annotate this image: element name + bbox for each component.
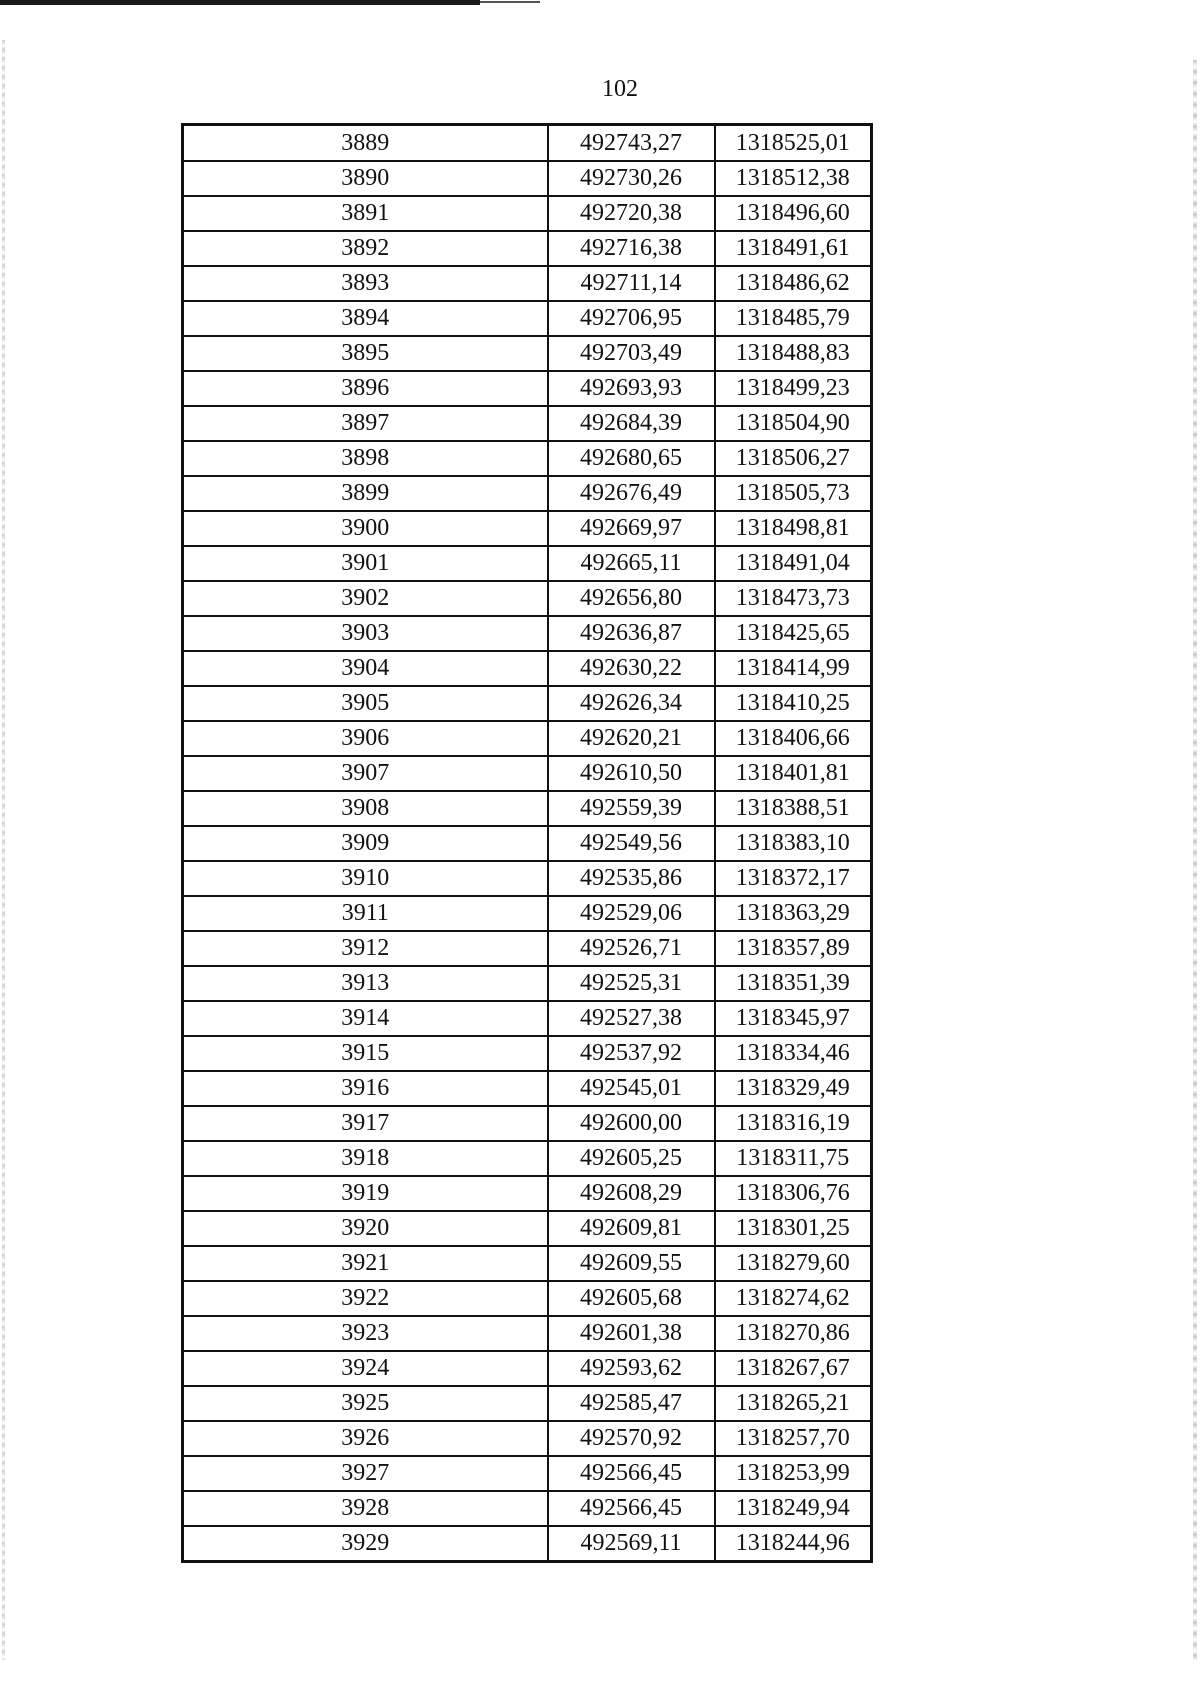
- point-number-cell: 3911: [183, 896, 548, 931]
- table-row: [183, 1001, 872, 1036]
- table-row: [183, 1281, 872, 1316]
- table-row: [183, 125, 872, 162]
- x-coordinate-cell: 492545,01: [548, 1071, 715, 1106]
- y-coordinate-cell: 1318488,83: [715, 336, 872, 371]
- table-row: [183, 861, 872, 896]
- y-coordinate-cell: 1318485,79: [715, 301, 872, 336]
- y-coordinate-cell: 1318274,62: [715, 1281, 872, 1316]
- x-coordinate-cell: 492537,92: [548, 1036, 715, 1071]
- point-number-cell: 3908: [183, 791, 548, 826]
- x-coordinate-cell: 492585,47: [548, 1386, 715, 1421]
- point-number-cell: 3924: [183, 1351, 548, 1386]
- table-row: [183, 336, 872, 371]
- point-number-cell: 3917: [183, 1106, 548, 1141]
- point-number-cell: 3905: [183, 686, 548, 721]
- table-row: [183, 826, 872, 861]
- y-coordinate-cell: 1318316,19: [715, 1106, 872, 1141]
- x-coordinate-cell: 492665,11: [548, 546, 715, 581]
- point-number-cell: 3926: [183, 1421, 548, 1456]
- y-coordinate-cell: 1318504,90: [715, 406, 872, 441]
- y-coordinate-cell: 1318425,65: [715, 616, 872, 651]
- x-coordinate-cell: 492636,87: [548, 616, 715, 651]
- x-coordinate-cell: 492684,39: [548, 406, 715, 441]
- scan-top-border-thin: [480, 1, 540, 3]
- table-row: [183, 721, 872, 756]
- y-coordinate-cell: 1318301,25: [715, 1211, 872, 1246]
- x-coordinate-cell: 492609,81: [548, 1211, 715, 1246]
- x-coordinate-cell: 492526,71: [548, 931, 715, 966]
- point-number-cell: 3903: [183, 616, 548, 651]
- y-coordinate-cell: 1318388,51: [715, 791, 872, 826]
- x-coordinate-cell: 492730,26: [548, 161, 715, 196]
- point-number-cell: 3912: [183, 931, 548, 966]
- y-coordinate-cell: 1318257,70: [715, 1421, 872, 1456]
- x-coordinate-cell: 492549,56: [548, 826, 715, 861]
- table-row: [183, 1316, 872, 1351]
- x-coordinate-cell: 492630,22: [548, 651, 715, 686]
- point-number-cell: 3891: [183, 196, 548, 231]
- table-row: [183, 1421, 872, 1456]
- point-number-cell: 3893: [183, 266, 548, 301]
- x-coordinate-cell: 492605,25: [548, 1141, 715, 1176]
- table-row: [183, 371, 872, 406]
- point-number-cell: 3915: [183, 1036, 548, 1071]
- table-row: [183, 1036, 872, 1071]
- table-row: [183, 1071, 872, 1106]
- scan-top-border: [0, 0, 480, 5]
- point-number-cell: 3920: [183, 1211, 548, 1246]
- point-number-cell: 3910: [183, 861, 548, 896]
- table-row: [183, 756, 872, 791]
- x-coordinate-cell: 492608,29: [548, 1176, 715, 1211]
- table-row: [183, 1141, 872, 1176]
- y-coordinate-cell: 1318491,61: [715, 231, 872, 266]
- point-number-cell: 3927: [183, 1456, 548, 1491]
- y-coordinate-cell: 1318351,39: [715, 966, 872, 1001]
- x-coordinate-cell: 492527,38: [548, 1001, 715, 1036]
- x-coordinate-cell: 492593,62: [548, 1351, 715, 1386]
- y-coordinate-cell: 1318496,60: [715, 196, 872, 231]
- x-coordinate-cell: 492600,00: [548, 1106, 715, 1141]
- y-coordinate-cell: 1318267,67: [715, 1351, 872, 1386]
- table-row: [183, 406, 872, 441]
- point-number-cell: 3895: [183, 336, 548, 371]
- x-coordinate-cell: 492656,80: [548, 581, 715, 616]
- y-coordinate-cell: 1318270,86: [715, 1316, 872, 1351]
- point-number-cell: 3892: [183, 231, 548, 266]
- point-number-cell: 3914: [183, 1001, 548, 1036]
- y-coordinate-cell: 1318311,75: [715, 1141, 872, 1176]
- table-row: [183, 616, 872, 651]
- point-number-cell: 3897: [183, 406, 548, 441]
- y-coordinate-cell: 1318334,46: [715, 1036, 872, 1071]
- coordinates-table-body: [183, 125, 872, 1562]
- point-number-cell: 3921: [183, 1246, 548, 1281]
- x-coordinate-cell: 492569,11: [548, 1526, 715, 1562]
- y-coordinate-cell: 1318506,27: [715, 441, 872, 476]
- y-coordinate-cell: 1318363,29: [715, 896, 872, 931]
- point-number-cell: 3894: [183, 301, 548, 336]
- table-row: [183, 896, 872, 931]
- point-number-cell: 3890: [183, 161, 548, 196]
- x-coordinate-cell: 492626,34: [548, 686, 715, 721]
- x-coordinate-cell: 492601,38: [548, 1316, 715, 1351]
- x-coordinate-cell: 492680,65: [548, 441, 715, 476]
- table-row: [183, 1526, 872, 1562]
- point-number-cell: 3913: [183, 966, 548, 1001]
- x-coordinate-cell: 492716,38: [548, 231, 715, 266]
- point-number-cell: 3923: [183, 1316, 548, 1351]
- page-number: 102: [602, 76, 638, 102]
- y-coordinate-cell: 1318253,99: [715, 1456, 872, 1491]
- table-row: [183, 476, 872, 511]
- y-coordinate-cell: 1318414,99: [715, 651, 872, 686]
- scan-edge-left: [2, 40, 5, 1660]
- x-coordinate-cell: 492570,92: [548, 1421, 715, 1456]
- y-coordinate-cell: 1318249,94: [715, 1491, 872, 1526]
- point-number-cell: 3925: [183, 1386, 548, 1421]
- y-coordinate-cell: 1318491,04: [715, 546, 872, 581]
- table-row: [183, 966, 872, 1001]
- x-coordinate-cell: 492620,21: [548, 721, 715, 756]
- y-coordinate-cell: 1318329,49: [715, 1071, 872, 1106]
- x-coordinate-cell: 492605,68: [548, 1281, 715, 1316]
- table-row: [183, 686, 872, 721]
- y-coordinate-cell: 1318499,23: [715, 371, 872, 406]
- point-number-cell: 3919: [183, 1176, 548, 1211]
- point-number-cell: 3899: [183, 476, 548, 511]
- y-coordinate-cell: 1318279,60: [715, 1246, 872, 1281]
- point-number-cell: 3904: [183, 651, 548, 686]
- x-coordinate-cell: 492720,38: [548, 196, 715, 231]
- y-coordinate-cell: 1318410,25: [715, 686, 872, 721]
- y-coordinate-cell: 1318383,10: [715, 826, 872, 861]
- y-coordinate-cell: 1318357,89: [715, 931, 872, 966]
- table-row: [183, 1456, 872, 1491]
- y-coordinate-cell: 1318498,81: [715, 511, 872, 546]
- point-number-cell: 3922: [183, 1281, 548, 1316]
- y-coordinate-cell: 1318512,38: [715, 161, 872, 196]
- x-coordinate-cell: 492559,39: [548, 791, 715, 826]
- x-coordinate-cell: 492706,95: [548, 301, 715, 336]
- scan-edge-right: [1193, 60, 1197, 1660]
- y-coordinate-cell: 1318505,73: [715, 476, 872, 511]
- point-number-cell: 3896: [183, 371, 548, 406]
- point-number-cell: 3918: [183, 1141, 548, 1176]
- coordinates-table: [181, 123, 873, 1563]
- table-row: [183, 301, 872, 336]
- x-coordinate-cell: 492669,97: [548, 511, 715, 546]
- table-row: [183, 1211, 872, 1246]
- point-number-cell: 3929: [183, 1526, 548, 1562]
- point-number-cell: 3907: [183, 756, 548, 791]
- table-row: [183, 791, 872, 826]
- x-coordinate-cell: 492566,45: [548, 1491, 715, 1526]
- y-coordinate-cell: 1318306,76: [715, 1176, 872, 1211]
- table-row: [183, 1351, 872, 1386]
- point-number-cell: 3928: [183, 1491, 548, 1526]
- point-number-cell: 3909: [183, 826, 548, 861]
- table-row: [183, 546, 872, 581]
- point-number-cell: 3889: [183, 125, 548, 162]
- table-row: [183, 1246, 872, 1281]
- table-row: [183, 161, 872, 196]
- point-number-cell: 3898: [183, 441, 548, 476]
- x-coordinate-cell: 492529,06: [548, 896, 715, 931]
- table-row: [183, 1176, 872, 1211]
- x-coordinate-cell: 492676,49: [548, 476, 715, 511]
- point-number-cell: 3906: [183, 721, 548, 756]
- table-row: [183, 511, 872, 546]
- x-coordinate-cell: 492711,14: [548, 266, 715, 301]
- x-coordinate-cell: 492610,50: [548, 756, 715, 791]
- y-coordinate-cell: 1318406,66: [715, 721, 872, 756]
- x-coordinate-cell: 492535,86: [548, 861, 715, 896]
- table-row: [183, 651, 872, 686]
- x-coordinate-cell: 492525,31: [548, 966, 715, 1001]
- table-row: [183, 266, 872, 301]
- y-coordinate-cell: 1318525,01: [715, 125, 872, 162]
- table-row: [183, 1386, 872, 1421]
- point-number-cell: 3916: [183, 1071, 548, 1106]
- y-coordinate-cell: 1318265,21: [715, 1386, 872, 1421]
- y-coordinate-cell: 1318345,97: [715, 1001, 872, 1036]
- point-number-cell: 3900: [183, 511, 548, 546]
- table-row: [183, 196, 872, 231]
- table-row: [183, 231, 872, 266]
- y-coordinate-cell: 1318473,73: [715, 581, 872, 616]
- y-coordinate-cell: 1318401,81: [715, 756, 872, 791]
- point-number-cell: 3902: [183, 581, 548, 616]
- x-coordinate-cell: 492609,55: [548, 1246, 715, 1281]
- x-coordinate-cell: 492693,93: [548, 371, 715, 406]
- y-coordinate-cell: 1318244,96: [715, 1526, 872, 1562]
- table-row: [183, 1491, 872, 1526]
- y-coordinate-cell: 1318486,62: [715, 266, 872, 301]
- y-coordinate-cell: 1318372,17: [715, 861, 872, 896]
- x-coordinate-cell: 492566,45: [548, 1456, 715, 1491]
- table-row: [183, 931, 872, 966]
- point-number-cell: 3901: [183, 546, 548, 581]
- x-coordinate-cell: 492743,27: [548, 125, 715, 162]
- table-row: [183, 441, 872, 476]
- table-row: [183, 1106, 872, 1141]
- table-row: [183, 581, 872, 616]
- x-coordinate-cell: 492703,49: [548, 336, 715, 371]
